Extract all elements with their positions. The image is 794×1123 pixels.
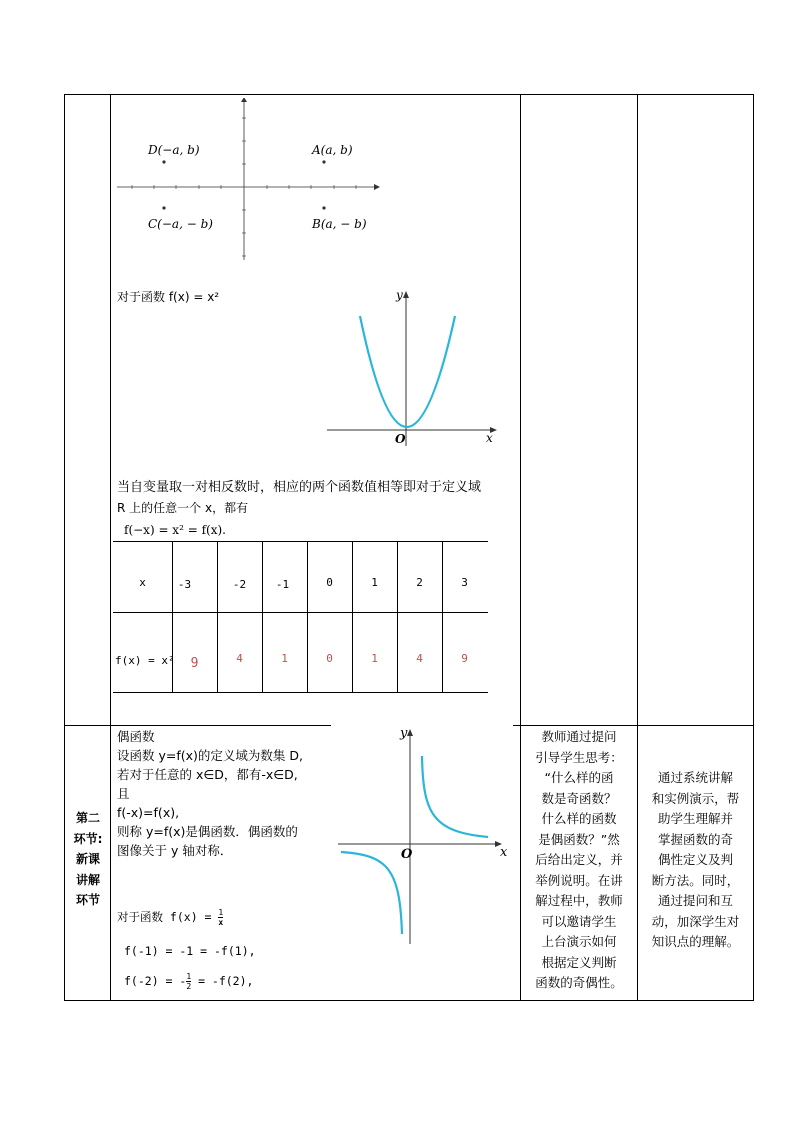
table-x-value: 2 [416, 576, 423, 589]
table-f-value: 9 [461, 652, 468, 665]
even-identity-formula: f(−x) = x² = f(x). [124, 523, 226, 537]
parabola-origin-label: O [395, 432, 406, 446]
table-x-header: x [139, 576, 146, 589]
point-b-dot [322, 206, 325, 209]
fraction-one-half: $\frac{1}{2}$ [186, 972, 192, 991]
table-f-value: 1 [281, 652, 288, 665]
point-coordinate-plot [112, 98, 382, 266]
table-bottom-border [64, 1000, 754, 1001]
table-f-value: 1 [371, 652, 378, 665]
table-f-header: f(x) = x² [115, 654, 175, 667]
hyperbola-graph [333, 724, 511, 949]
value-table-vline [307, 541, 308, 692]
point-b-label: B(a, − b) [312, 217, 367, 231]
value-table-bottom [113, 692, 488, 693]
point-d-label: D(−a, b) [148, 143, 200, 157]
value-table-middle [113, 612, 488, 613]
example-function-label: 对于函数 f(x) = $\frac{1}{x}$ [117, 908, 224, 927]
col-divider-1 [110, 94, 111, 1001]
table-x-value: -1 [275, 578, 290, 591]
value-table-vline [397, 541, 398, 692]
teacher-activity: 教师通过提问 引导学生思考： “什么样的函 数是奇函数？ 什么样的函数 是偶函数？”然 后给出定义，并 举例说明。在讲 解过程中，教师 可以邀请学生 上台演示如何 根据定义判断 函数的奇偶性。 [535, 729, 623, 990]
table-x-value: 0 [326, 576, 333, 589]
hyperbola-x-axis-label: x [500, 845, 508, 860]
table-top-border [64, 94, 754, 95]
table-x-value: 1 [371, 576, 378, 589]
table-x-value: -3 [177, 578, 192, 591]
hyperbola-origin-label: O [401, 847, 413, 862]
fraction-one-over-x: $\frac{1}{x}$ [218, 908, 224, 927]
value-table-vline [217, 541, 218, 692]
function-label-square: 对于函数 f(x) = x² [117, 290, 220, 304]
paragraph-line-2: R 上的任意一个 x，都有 [117, 501, 249, 515]
table-f-value: 4 [416, 652, 423, 665]
table-f-value: 9 [190, 656, 199, 671]
parabola-graph [322, 288, 502, 448]
parabola-x-axis-label: x [486, 431, 493, 445]
value-table-vline [352, 541, 353, 692]
point-a-dot [322, 160, 325, 163]
table-x-value: -2 [232, 578, 247, 591]
point-c-dot [162, 206, 165, 209]
example-line-1: f(-1) = -1 = -f(1), [124, 944, 256, 958]
table-right-border [753, 94, 754, 1001]
point-d-dot [162, 160, 165, 163]
point-a-label: A(a, b) [312, 143, 353, 157]
table-f-value: 0 [326, 652, 333, 665]
paragraph-line-1: 当自变量取一对相反数时，相应的两个函数值相等即对于定义域 [117, 480, 482, 495]
design-purpose: 通过系统讲解 和实例演示，帮 助学生理解并 掌握函数的奇 偶性定义及判 断方法。同时， 通过提问和互 动，加深学生对 知识点的理解。 [651, 770, 740, 949]
stage-label: 第二 环节: 新课 讲解 环节 [73, 811, 103, 907]
hyperbola-y-axis-label: y [400, 726, 408, 741]
table-f-value: 4 [236, 652, 243, 665]
value-table-vline [262, 541, 263, 692]
table-x-value: 3 [461, 576, 468, 589]
point-c-label: C(−a, − b) [148, 217, 213, 231]
example-line-2: f(-2) = - $\frac{1}{2}$ = -f(2), [124, 972, 254, 991]
value-table-top [113, 541, 488, 542]
even-function-definition: 偶函数 设函数 y=f(x)的定义域为数集 D, 若对于任意的 x∈D，都有-x∈D, 且 f(-x)=f(x), 则称 y=f(x)是偶函数．偶函数的 图像关于 y 轴对称． [117, 729, 303, 858]
parabola-y-axis-label: y [396, 288, 403, 302]
table-left-border [64, 94, 65, 1001]
value-table-vline [442, 541, 443, 692]
